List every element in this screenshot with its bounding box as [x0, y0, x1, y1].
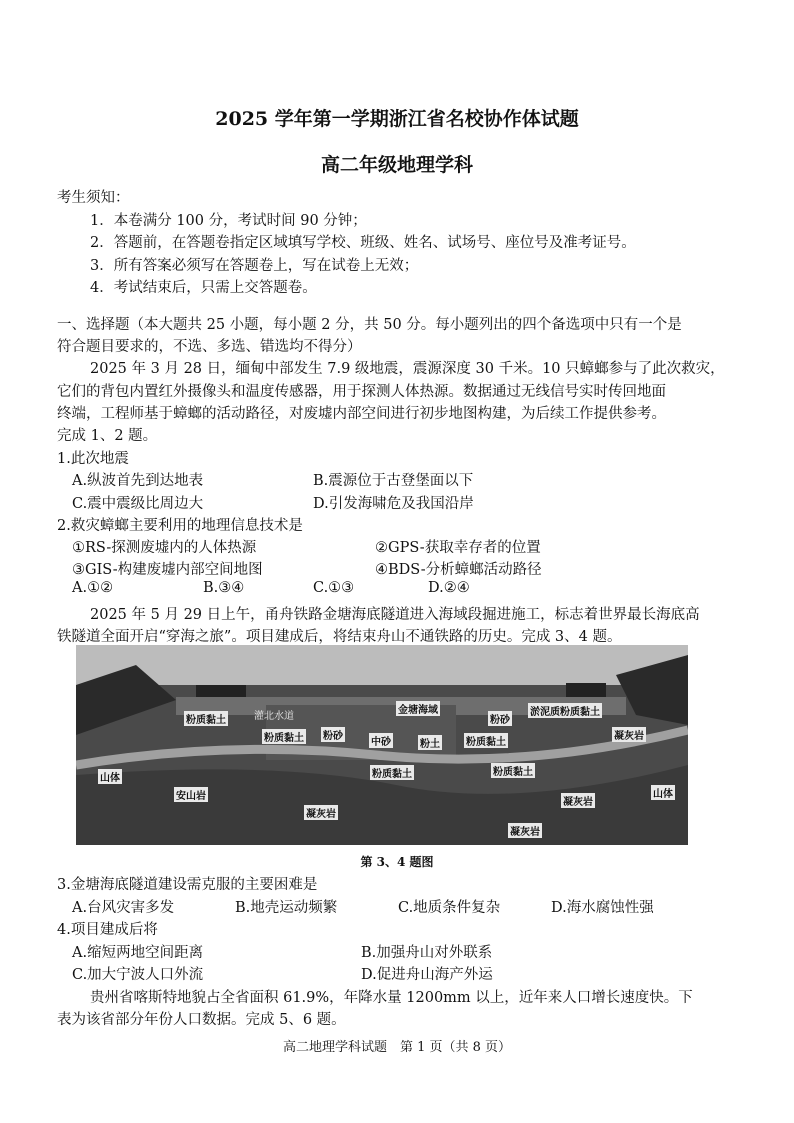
option: D.②④	[428, 580, 470, 596]
passage-line: 完成 1、2 题。	[57, 428, 158, 444]
figure-label: 粉土	[418, 735, 442, 750]
notice-item: 4．考试结束后，只需上交答题卷。	[90, 280, 317, 296]
option: B.地壳运动频繁	[235, 900, 338, 916]
figure-label: 中砂	[369, 733, 393, 748]
page-footer: 高二地理学科试题 第 1 页（共 8 页）	[282, 1040, 512, 1055]
question-stem: 1.此次地震	[57, 451, 129, 467]
section-heading: 一、选择题（本大题共 25 小题，每小题 2 分，共 50 分。每小题列出的四个备选项中只有一个是	[57, 317, 682, 333]
subject-title: 高二年级地理学科	[320, 154, 473, 176]
tunnel-cross-section-figure	[76, 645, 688, 845]
question-stem: 2.救灾蟑螂主要利用的地理信息技术是	[57, 518, 303, 534]
figure-label: 粉质黏土	[262, 729, 306, 744]
option: C.地质条件复杂	[398, 900, 501, 916]
figure-label: 灌北水道	[254, 711, 294, 722]
statement: ④BDS-分析蟑螂活动路径	[375, 562, 542, 578]
notice-item: 2．答题前，在答题卷指定区域填写学校、班级、姓名、试场号、座位号及准考证号。	[90, 235, 636, 251]
statement: ②GPS-获取幸存者的位置	[375, 540, 541, 556]
option: A.台风灾害多发	[72, 900, 175, 916]
figure-label: 安山岩	[174, 787, 208, 802]
figure-caption: 第 3、4 题图	[360, 855, 434, 869]
figure-label: 凝灰岩	[304, 805, 338, 820]
passage-line: 表为该省部分年份人口数据。完成 5、6 题。	[57, 1012, 346, 1028]
notice-item: 3．所有答案必须写在答题卷上，写在试卷上无效；	[90, 258, 419, 274]
question-stem: 4.项目建成后将	[57, 922, 158, 938]
figure-label: 金塘海域	[396, 701, 440, 716]
section-heading: 符合题目要求的，不选、多选、错选均不得分）	[57, 339, 362, 355]
option: B.加强舟山对外联系	[361, 945, 493, 961]
notice-item: 1．本卷满分 100 分，考试时间 90 分钟；	[90, 213, 367, 229]
statement: ③GIS-构建废墟内部空间地图	[72, 562, 263, 578]
exam-title: 2025 学年第一学期浙江省名校协作体试题	[215, 108, 579, 130]
passage-line: 2025 年 5 月 29 日上午，甬舟铁路金塘海底隧道进入海域段掘进施工，标志着世界最长海底高	[90, 607, 700, 623]
option: C.①③	[313, 580, 355, 596]
notice-head: 考生须知：	[57, 190, 130, 206]
passage-line: 铁隧道全面开启“穿海之旅”。项目建成后，将结束舟山不通铁路的历史。完成 3、4 题。	[57, 629, 622, 645]
figure-label: 凝灰岩	[561, 793, 595, 808]
figure-label: 淤泥质粉质黏土	[528, 703, 602, 718]
passage-line: 终端，工程师基于蟑螂的活动路径，对废墟内部空间进行初步地图构建，为后续工作提供参考。	[57, 406, 666, 422]
option: B.③④	[203, 580, 245, 596]
figure-label: 粉质黏土	[370, 765, 414, 780]
statement: ①RS-探测废墟内的人体热源	[72, 540, 257, 556]
passage-line: 它们的背包内置红外摄像头和温度传感器，用于探测人体热源。数据通过无线信号实时传回地面	[57, 384, 666, 400]
passage-line: 贵州省喀斯特地貌占全省面积 61.9%，年降水量 1200mm 以上，近年来人口增长速度快。下	[90, 990, 693, 1006]
option: D.引发海啸危及我国沿岸	[313, 496, 474, 512]
question-stem: 3.金塘海底隧道建设需克服的主要困难是	[57, 877, 318, 893]
option: A.缩短两地空间距离	[72, 945, 204, 961]
figure-label: 凝灰岩	[612, 727, 646, 742]
figure-label: 粉砂	[321, 727, 345, 742]
option: D.促进舟山海产外运	[361, 967, 493, 983]
option: A.①②	[72, 580, 114, 596]
figure-label: 粉质黏土	[491, 763, 535, 778]
figure-label: 粉质黏土	[464, 733, 508, 748]
passage-line: 2025 年 3 月 28 日，缅甸中部发生 7.9 级地震，震源深度 30 千米。10 只蟑螂参与了此次救灾，	[90, 361, 725, 377]
option: C.加大宁波人口外流	[72, 967, 204, 983]
figure-label: 山体	[98, 769, 122, 784]
option: D.海水腐蚀性强	[551, 900, 654, 916]
option: C.震中震级比周边大	[72, 496, 204, 512]
figure-label: 粉砂	[488, 711, 512, 726]
figure-label: 凝灰岩	[508, 823, 542, 838]
option: A.纵波首先到达地表	[72, 473, 204, 489]
figure-label: 山体	[651, 785, 675, 800]
option: B.震源位于古登堡面以下	[313, 473, 474, 489]
figure-label: 粉质黏土	[184, 711, 228, 726]
